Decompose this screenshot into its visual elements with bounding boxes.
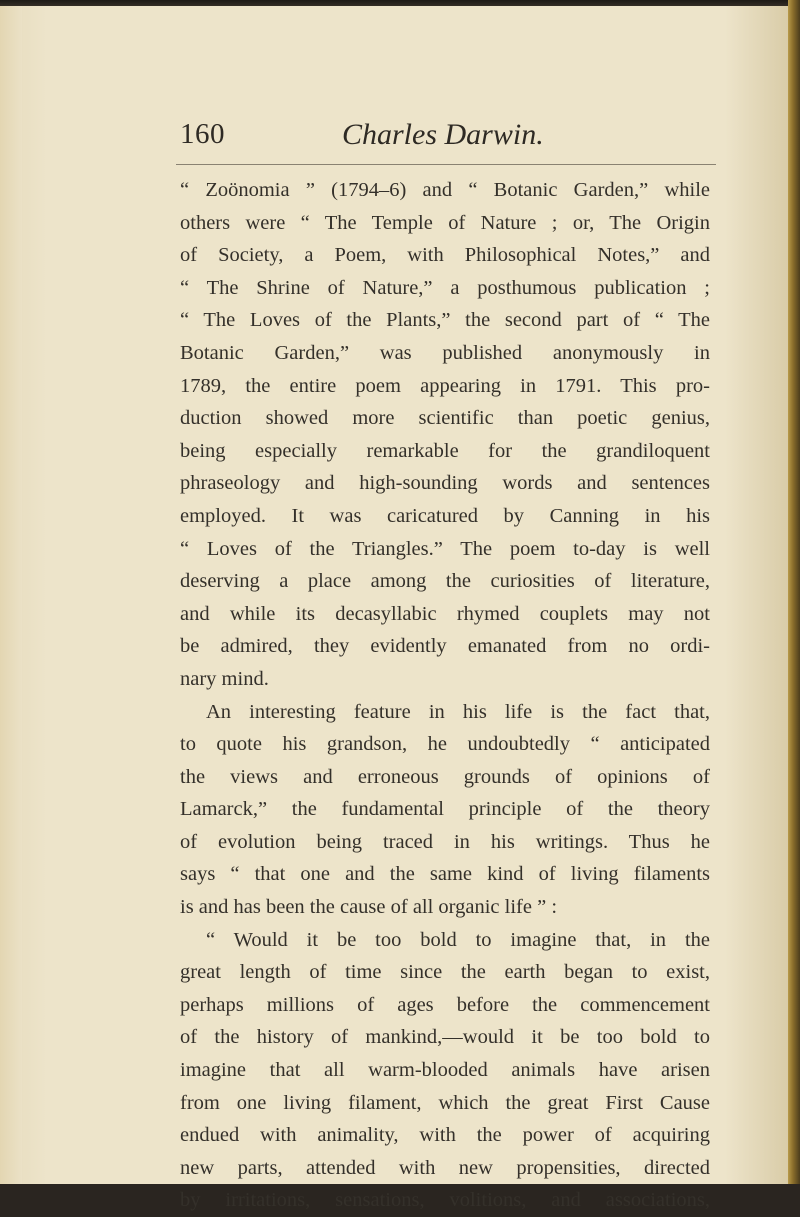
text-line: phraseology and high-sounding words and sentences bbox=[180, 472, 710, 495]
book-spine-edge bbox=[788, 0, 800, 1184]
text-line: of evolution being traced in his writings. Thus he bbox=[180, 830, 710, 853]
text-line: of the history of mankind,—would it be too bold to bbox=[180, 1026, 710, 1049]
text-line: to quote his grandson, he undoubtedly “ anticipated bbox=[180, 733, 710, 756]
text-line: nary mind. bbox=[180, 667, 269, 690]
text-line: says “ that one and the same kind of living filaments bbox=[180, 863, 710, 886]
text-line: An interesting feature in his life is the fact that, bbox=[206, 700, 710, 723]
page-number: 160 bbox=[180, 118, 225, 150]
text-line: new parts, attended with new propensities, directed bbox=[180, 1156, 710, 1179]
book-page bbox=[0, 6, 788, 1212]
text-line: deserving a place among the curiosities of literature, bbox=[180, 570, 710, 593]
text-line: duction showed more scientific than poetic genius, bbox=[180, 407, 710, 430]
text-line: “ Would it be too bold to imagine that, in the bbox=[206, 928, 710, 951]
text-line: Botanic Garden,” was published anonymously in bbox=[180, 341, 710, 364]
page-header bbox=[180, 118, 740, 158]
text-line: Lamarck,” the fundamental principle of the theory bbox=[180, 798, 710, 821]
text-line: endued with animality, with the power of acquiring bbox=[180, 1124, 710, 1147]
text-line: others were “ The Temple of Nature ; or, The Origin bbox=[180, 211, 710, 234]
text-line: is and has been the cause of all organic life ” : bbox=[180, 896, 558, 919]
text-line: “ The Shrine of Nature,” a posthumous publication ; bbox=[180, 276, 710, 299]
body-text bbox=[180, 174, 710, 1217]
text-line: of Society, a Poem, with Philosophical Notes,” and bbox=[180, 244, 710, 267]
text-line: the views and erroneous grounds of opinions of bbox=[180, 765, 710, 788]
text-line: employed. It was caricatured by Canning in his bbox=[180, 504, 710, 527]
text-line: be admired, they evidently emanated from no ordi- bbox=[180, 635, 710, 658]
text-line: “ The Loves of the Plants,” the second part of “ The bbox=[180, 309, 710, 332]
text-line: “ Loves of the Triangles.” The poem to-day is well bbox=[180, 537, 710, 560]
text-line: great length of time since the earth began to exist, bbox=[180, 961, 710, 984]
text-line: being especially remarkable for the grandiloquent bbox=[180, 439, 710, 462]
text-line: from one living filament, which the great First Cause bbox=[180, 1091, 710, 1114]
text-line: “ Zoönomia ” (1794–6) and “ Botanic Garden,” while bbox=[180, 179, 710, 201]
text-line: imagine that all warm-blooded animals have arisen bbox=[180, 1059, 710, 1082]
running-title: Charles Darwin. bbox=[342, 118, 544, 151]
header-rule bbox=[176, 164, 716, 165]
text-line: by irritations, sensations, volitions, and associations, bbox=[180, 1189, 710, 1212]
text-line: 1789, the entire poem appearing in 1791. This pro- bbox=[180, 374, 710, 397]
text-line: and while its decasyllabic rhymed couplets may not bbox=[180, 602, 710, 625]
page-left-margin bbox=[0, 6, 22, 1184]
text-line: perhaps millions of ages before the commencement bbox=[180, 993, 710, 1016]
